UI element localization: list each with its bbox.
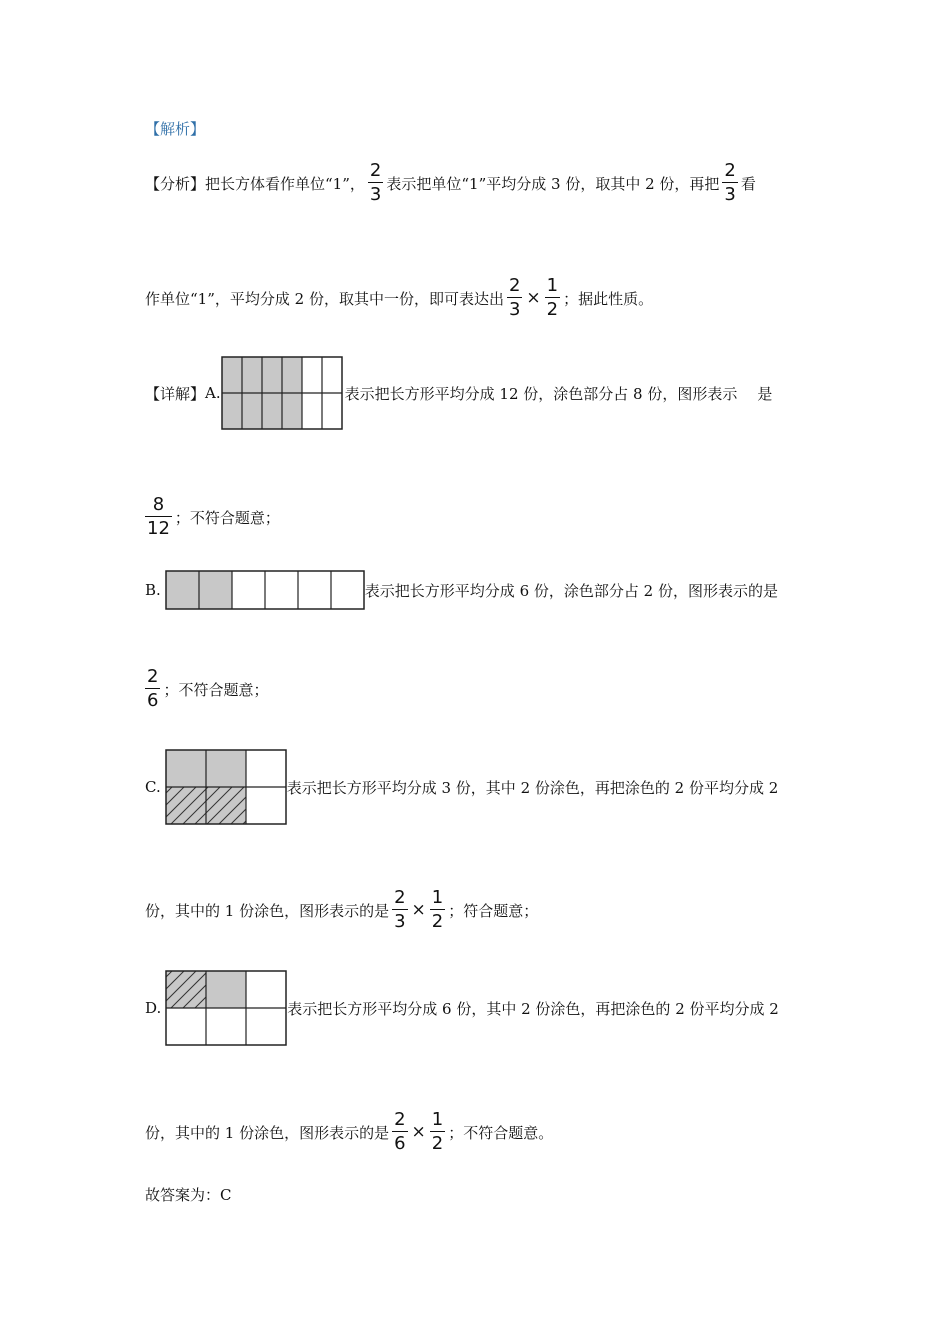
fraction: $\frac{2}{6}$ <box>394 1109 406 1154</box>
option-a-text: 表示把长方形平均分成 12 份，涂色部分占 8 份，图形表示 <box>344 384 738 403</box>
option-c-text: 表示把长方形平均分成 3 份，其中 2 份涂色，再把涂色的 2 份平均分成 2 <box>286 778 779 797</box>
option-b-letter: B. <box>145 581 161 599</box>
option-a-tail: 是 <box>757 384 773 403</box>
fraction: $\frac{2}{3}$ <box>724 160 736 205</box>
fraction: $\frac{2}{6}$ <box>147 666 159 711</box>
option-b-verdict: ；不符合题意； <box>163 680 269 699</box>
figure-c-3-parts-halved <box>165 749 287 825</box>
option-d-text: 表示把长方形平均分成 6 份，其中 2 份涂色，再把涂色的 2 份平均分成 2 <box>287 999 779 1018</box>
fraction: $\frac{2}{3}$ <box>508 275 521 320</box>
option-a-verdict: ；不符合题意； <box>174 508 280 527</box>
fraction: $\frac{1}{2}$ <box>431 887 444 932</box>
detail-label: 【详解】 <box>145 384 206 403</box>
fraction: $\frac{8}{12}$ <box>147 494 170 539</box>
fraction: $\frac{1}{2}$ <box>546 275 559 320</box>
option-b-result <box>145 668 268 710</box>
option-b-line <box>145 570 778 610</box>
option-d-line <box>145 970 779 1046</box>
option-c-cont: 份，其中的 1 份涂色，图形表示的是 <box>145 901 390 920</box>
option-b-text: 表示把长方形平均分成 6 份，涂色部分占 2 份，图形表示的是 <box>364 581 778 600</box>
times-sign: × <box>411 900 426 920</box>
analysis-text-2: 表示把单位“1”平均分成 3 份，取其中 2 份，再把 <box>386 174 720 193</box>
option-a-result <box>145 496 280 538</box>
option-d-letter: D. <box>145 999 162 1017</box>
option-a-line <box>145 356 772 430</box>
fraction: $\frac{2}{3}$ <box>369 160 382 205</box>
fraction: $\frac{2}{3}$ <box>394 887 406 932</box>
fraction: $\frac{1}{2}$ <box>431 1109 444 1154</box>
figure-b-6-parts <box>165 570 365 610</box>
final-answer: 故答案为：C <box>145 1186 232 1204</box>
analysis-text-3: 看 <box>740 174 756 193</box>
times-sign: × <box>411 1122 426 1142</box>
analysis-line-2 <box>145 277 653 319</box>
analysis-text-5: ；据此性质。 <box>563 289 654 308</box>
analysis-label: 【分析】 <box>145 174 206 193</box>
analysis-text-1: 把长方体看作单位“1”， <box>205 174 365 193</box>
option-c-letter: C. <box>145 778 161 796</box>
option-c-line <box>145 749 778 825</box>
option-d-verdict: ；不符合题意。 <box>448 1123 554 1142</box>
figure-d-6-parts <box>165 970 287 1046</box>
option-c-verdict: ；符合题意； <box>448 901 539 920</box>
analysis-line-1 <box>145 162 756 204</box>
option-a-letter: A. <box>205 384 221 402</box>
option-c-result <box>145 889 538 931</box>
figure-a-12-parts <box>221 356 345 430</box>
analysis-text-4: 作单位“1”，平均分成 2 份，取其中一份，即可表达出 <box>145 289 504 308</box>
option-d-cont: 份，其中的 1 份涂色，图形表示的是 <box>145 1123 390 1142</box>
option-d-result <box>145 1111 553 1153</box>
section-heading: 【解析】 <box>145 120 206 138</box>
times-sign: × <box>526 288 541 308</box>
